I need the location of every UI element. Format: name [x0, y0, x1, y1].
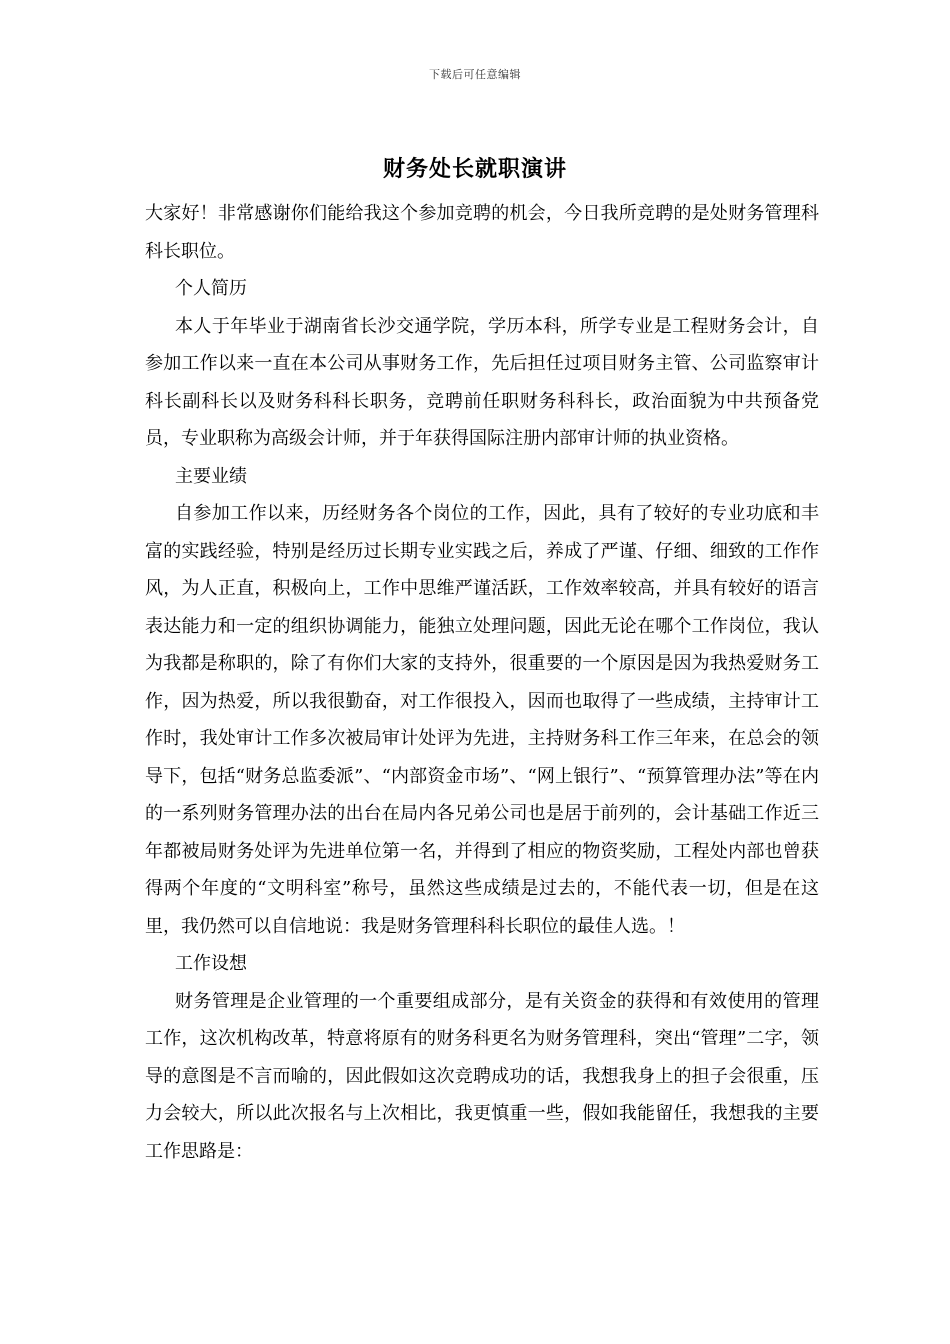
resume-paragraph: 本人于年毕业于湖南省长沙交通学院，学历本科，所学专业是工程财务会计，自参加工作以来一直在本公司从事财务工作，先后担任过项目财务主管、公司监察审计科长副科长以及财务科科长职务，竞聘前任职财务科科长，政治面貌为中共预备党员，专业职称为高级会计师，并于年获得国际注册内部审计师的执业资格。 — [145, 315, 819, 449]
section-heading-plans: 工作设想 — [175, 953, 247, 974]
achievements-paragraph: 自参加工作以来，历经财务各个岗位的工作，因此，具有了较好的专业功底和丰富的实践经验，特别是经历过长期专业实践之后，养成了严谨、仔细、细致的工作作风，为人正直，积极向上，工作中思维严谨活跃，工作效率较高，并具有较好的语言表达能力和一定的组织协调能力，能独立处理问题，因此无论在哪个工作岗位，我认为我都是称职的，除了有你们大家的支持外，很重要的一个原因是因为我热爱财务工作，因为热爱，所以我很勤奋，对工作很投入，因而也取得了一些成绩，主持审计工作时，我处审计工作多次被局审计处评为先进，主持财务科工作三年来，在总会的领导下，包括“财务总监委派”、“内部资金市场”、“网上银行”、“预算管理办法”等在内的一系列财务管理办法的出台在局内各兄弟公司也是居于前列的，会计基础工作近三年都被局财务处评为先进单位第一名，并得到了相应的物资奖励，工程处内部也曾获得两个年度的“文明科室”称号，虽然这些成绩是过去的，不能代表一切，但是在这里，我仍然可以自信地说：我是财务管理科科长职位的最佳人选。！ — [145, 503, 819, 937]
section-heading-resume: 个人简历 — [175, 278, 247, 299]
greeting-paragraph: 大家好！非常感谢你们能给我这个参加竞聘的机会，今日我所竞聘的是处财务管理科科长职位。 — [145, 203, 819, 262]
section-heading-achievements: 主要业绩 — [175, 465, 247, 487]
document-body — [145, 195, 819, 1170]
plans-paragraph: 财务管理是企业管理的一个重要组成部分，是有关资金的获得和有效使用的管理工作，这次机构改革，特意将原有的财务科更名为财务管理科，突出“管理”二字，领导的意图是不言而喻的，因此假如这次竞聘成功的话，我想我身上的担子会很重，压力会较大，所以此次报名与上次相比，我更慎重一些，假如我能留任，我想我的主要工作思路是： — [145, 990, 819, 1162]
document-title: 财务处长就职演讲 — [382, 156, 567, 182]
header-note: 下载后可任意编辑 — [429, 68, 521, 81]
